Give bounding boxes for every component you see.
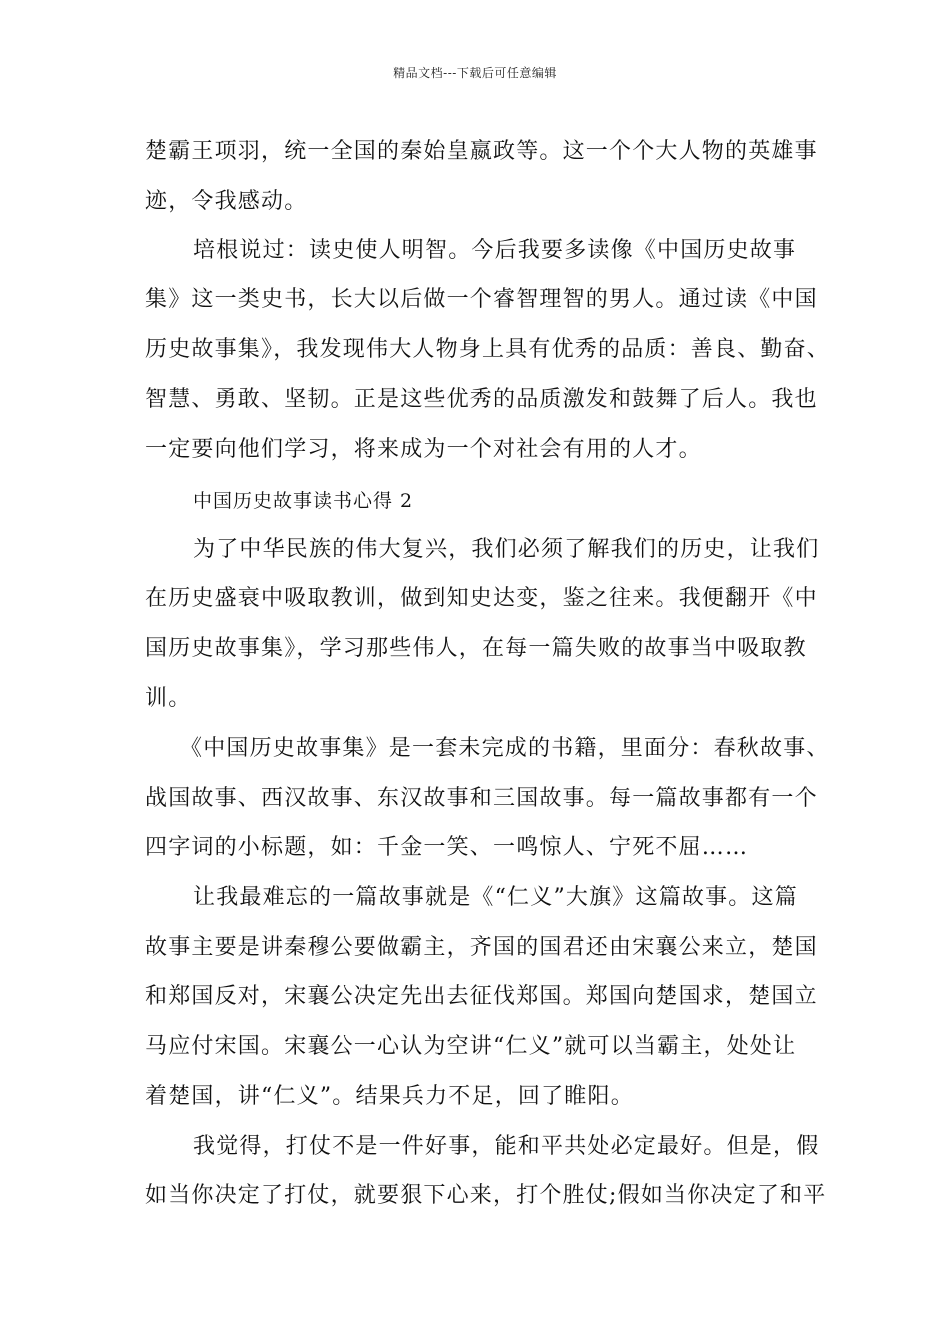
- text-line: 我觉得，打仗不是一件好事，能和平共处必定最好。但是，假: [193, 1134, 820, 1159]
- text-line: 楚霸王项羽，统一全国的秦始皇嬴政等。这一个个大人物的英雄事: [145, 139, 818, 164]
- text-line: 培根说过：读史使人明智。今后我要多读像《中国历史故事: [193, 238, 797, 263]
- text-line: 集》这一类史书，长大以后做一个睿智理智的男人。通过读《中国: [145, 287, 818, 312]
- text-line: 和郑国反对，宋襄公决定先出去征伐郑国。郑国向楚国求，楚国立: [145, 984, 818, 1009]
- text-line: 国历史故事集》，学习那些伟人，在每一篇失败的故事当中吸取教: [145, 636, 807, 661]
- text-line: 故事主要是讲秦穆公要做霸主，齐国的国君还由宋襄公来立，楚国: [145, 935, 818, 960]
- text-line: 一定要向他们学习，将来成为一个对社会有用的人才。: [145, 437, 702, 462]
- text-line: 如当你决定了打仗，就要狠下心来，打个胜仗;假如当你决定了和平: [145, 1183, 827, 1208]
- section-heading: 中国历史故事读书心得 2: [193, 490, 414, 512]
- text-line: 训。: [145, 686, 192, 711]
- text-line: 四字词的小标题，如：千金一笑、一鸣惊人、宁死不屈……: [145, 835, 749, 860]
- text-line: 历史故事集》，我发现伟大人物身上具有优秀的品质：善良、勤奋、: [145, 337, 831, 362]
- text-line: 《中国历史故事集》是一套未完成的书籍，里面分：春秋故事、: [180, 736, 830, 761]
- text-line: 马应付宋国。宋襄公一心认为空讲“仁义”就可以当霸主，处处让: [145, 1034, 797, 1059]
- text-line: 战国故事、西汉故事、东汉故事和三国故事。每一篇故事都有一个: [145, 786, 818, 811]
- text-line: 着楚国，讲“仁义”。结果兵力不足，回了睢阳。: [145, 1084, 634, 1109]
- text-line: 迹，令我感动。: [145, 189, 308, 214]
- text-line: 在历史盛衰中吸取教训，做到知史达变，鉴之往来。我便翻开《中: [145, 586, 818, 611]
- text-line: 让我最难忘的一篇故事就是《“仁义”大旗》这篇故事。这篇: [193, 885, 798, 910]
- text-line: 智慧、勇敢、坚韧。正是这些优秀的品质激发和鼓舞了后人。我也: [145, 387, 818, 412]
- page-header: 精品文档---下载后可任意编辑: [393, 66, 557, 80]
- text-line: 为了中华民族的伟大复兴，我们必须了解我们的历史，让我们: [193, 537, 820, 562]
